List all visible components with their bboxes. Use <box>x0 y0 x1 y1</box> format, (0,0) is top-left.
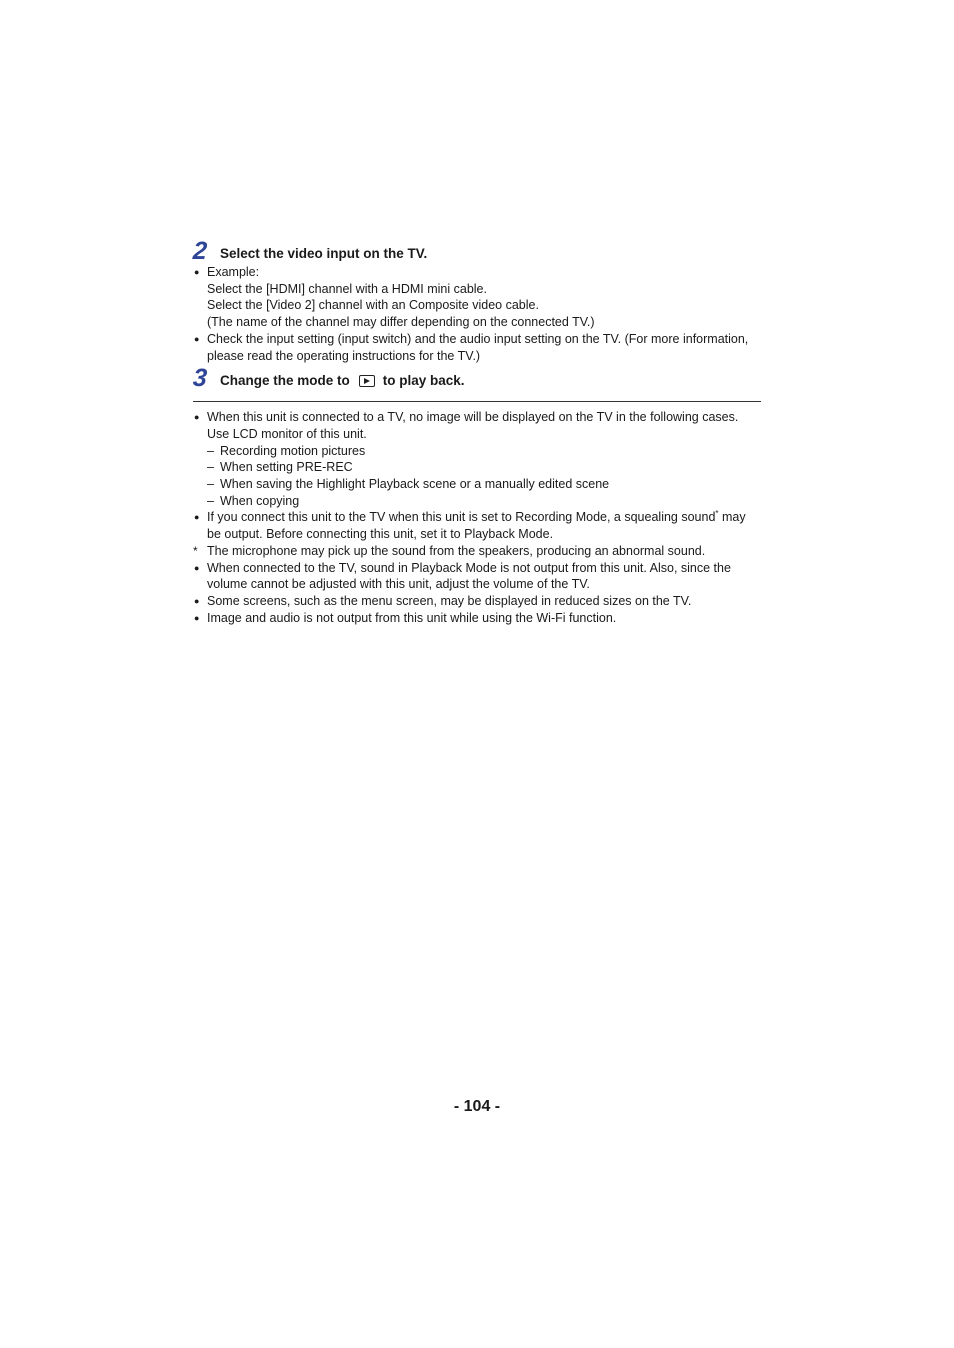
page-number: - 104 - <box>453 1098 501 1115</box>
bullet-icon: ● <box>194 562 200 573</box>
footnote <box>193 543 761 560</box>
bullet-icon: ● <box>194 595 200 606</box>
page-content <box>193 238 761 626</box>
case-item: – When copying <box>207 493 300 508</box>
note-text: If you connect this unit to the TV when this unit is set to Recording Mode, a squealing sound <box>207 510 716 525</box>
step-2 <box>193 238 761 264</box>
list-item <box>193 331 761 364</box>
step-2-title: Select the video input on the TV. <box>220 246 428 261</box>
step-3 <box>193 365 761 391</box>
footnote-mark: * <box>193 543 198 558</box>
footnote-text: The microphone may pick up the sound from the speakers, producing an abnormal sound. <box>207 543 706 558</box>
bullet-icon: ● <box>194 333 200 344</box>
bullet-icon: ● <box>194 512 200 523</box>
example-line: (The name of the channel may differ depending on the connected TV.) <box>207 315 595 330</box>
step-3-title <box>220 372 465 391</box>
example-label: Example: <box>207 265 260 279</box>
note-text: When connected to the TV, sound in Playback Mode is not output from this unit. Also, since the volume cannot be adjusted with this unit, adjust the volume of the TV. <box>207 560 731 592</box>
example-line: Select the [Video 2] channel with an Composite video cable. <box>207 298 539 313</box>
list-item <box>193 509 761 542</box>
case-item: – When saving the Highlight Playback scene or a manually edited scene <box>207 477 610 492</box>
divider <box>193 401 761 402</box>
step-2-number: 2 <box>192 237 208 265</box>
list-item <box>193 409 761 509</box>
bullet-icon: ● <box>194 412 200 423</box>
notes-list <box>193 409 761 626</box>
step-3-number: 3 <box>192 364 208 393</box>
playback-mode-icon <box>359 375 375 387</box>
list-item <box>193 560 761 593</box>
bullet-icon: ● <box>194 267 200 277</box>
input-setting-text: Check the input setting (input switch) and the audio input setting on the TV. (For more information, please read the operating instructions for the TV.) <box>207 331 749 363</box>
footnote-reference: * <box>715 509 719 519</box>
step-3-title-before: Change the mode to <box>220 373 350 389</box>
list-item <box>193 593 761 610</box>
step-2-bullets <box>193 264 761 364</box>
note-text: Image and audio is not output from this unit while using the Wi-Fi function. <box>207 610 617 625</box>
list-item <box>193 610 761 627</box>
case-item: – Recording motion pictures <box>207 443 366 458</box>
note-text: Some screens, such as the menu screen, may be displayed in reduced sizes on the TV. <box>207 593 692 608</box>
bullet-icon: ● <box>194 612 200 623</box>
example-line: Select the [HDMI] channel with a HDMI mini cable. <box>207 281 487 296</box>
case-item: – When setting PRE-REC <box>207 460 353 475</box>
step-3-title-after: to play back. <box>382 373 465 389</box>
note-text: When this unit is connected to a TV, no image will be displayed on the TV in the following cases. Use LCD monitor of this unit. <box>207 410 739 441</box>
note-text: may be output. Before connecting this unit, set it to Playback Mode. <box>207 510 746 542</box>
list-item <box>193 264 761 331</box>
